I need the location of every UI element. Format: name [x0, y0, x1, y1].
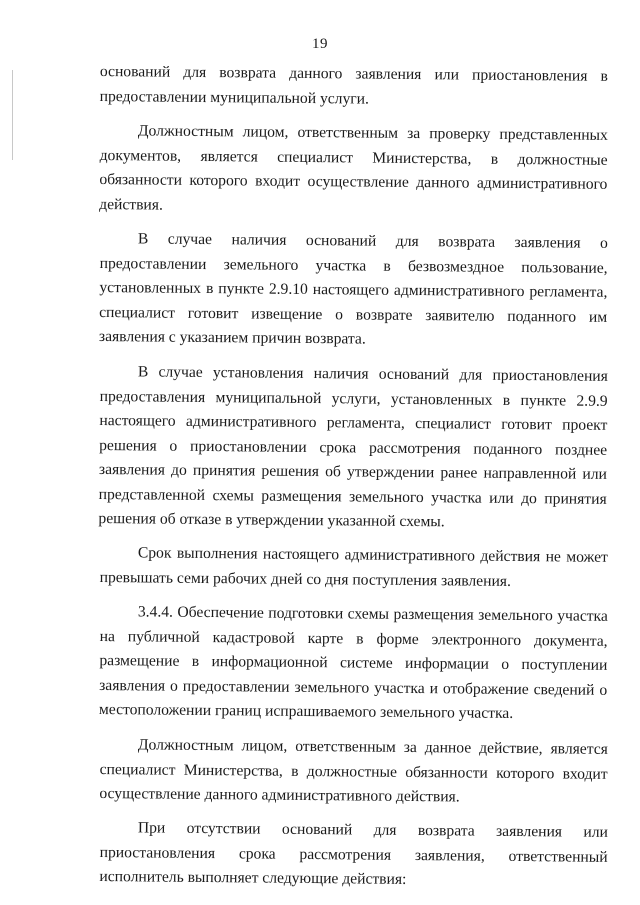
paragraph-return-grounds: В случае наличия оснований для возврата заявления о предоставлении земельного участка в безвозмездное пользование, установленных в пункте 2.9.10 настоящего административного регламента, специалист готовит извещение о возврате заявителю поданного им заявления с указанием причин возврата. [98, 230, 608, 348]
paragraph-continuation: оснований для возврата данного заявления или приостановления в предоставлении муниципальной услуги. [99, 62, 608, 108]
paragraph-actions-intro: При отсутствии оснований для возврата заявления или приостановления срока рассмотрения заявления, ответственный исполнитель выполняет следующие действия: [99, 819, 608, 888]
paragraph-suspension-grounds: В случае установления наличия оснований для приостановления предоставления муниципальной услуги, установленных в пункте 2.9.9 настоящего административного регламента, специалист готовит проект решения о приостановлении срока рассмотрения поданного позднее заявления до принятия решения об утверждении ранее направленной или представленной схемы размещения земельного участка или до принятия решения об отказе в утверждении указанной схемы. [98, 362, 608, 530]
binding-margin-line [12, 70, 13, 160]
paragraph-responsible-action: Должностным лицом, ответственным за данное действие, является специалист Министерства, в должностные обязанности которого входит осуществление данного административного действия. [99, 735, 608, 805]
paragraph-deadline: Срок выполнения настоящего административного действия не может превышать семи рабочих дней со дня поступления заявления. [99, 544, 608, 590]
page-number: 19 [312, 36, 328, 52]
document-body [100, 60, 608, 900]
paragraph-section-3-4-4: 3.4.4. Обеспечение подготовки схемы размещения земельного участка на публичной кадастровой карте в форме электронного документа, размещение в информационной системе информации о поступлении заявления о предоставлении земельного участка и отображение сведений о местоположении границ испрашиваемого земельного участка. [98, 603, 608, 722]
paragraph-responsible-check: Должностным лицом, ответственным за проверку представленных документов, является специалист Министерства, в должностные обязанности которого входит осуществление данного административного действия. [99, 122, 608, 214]
